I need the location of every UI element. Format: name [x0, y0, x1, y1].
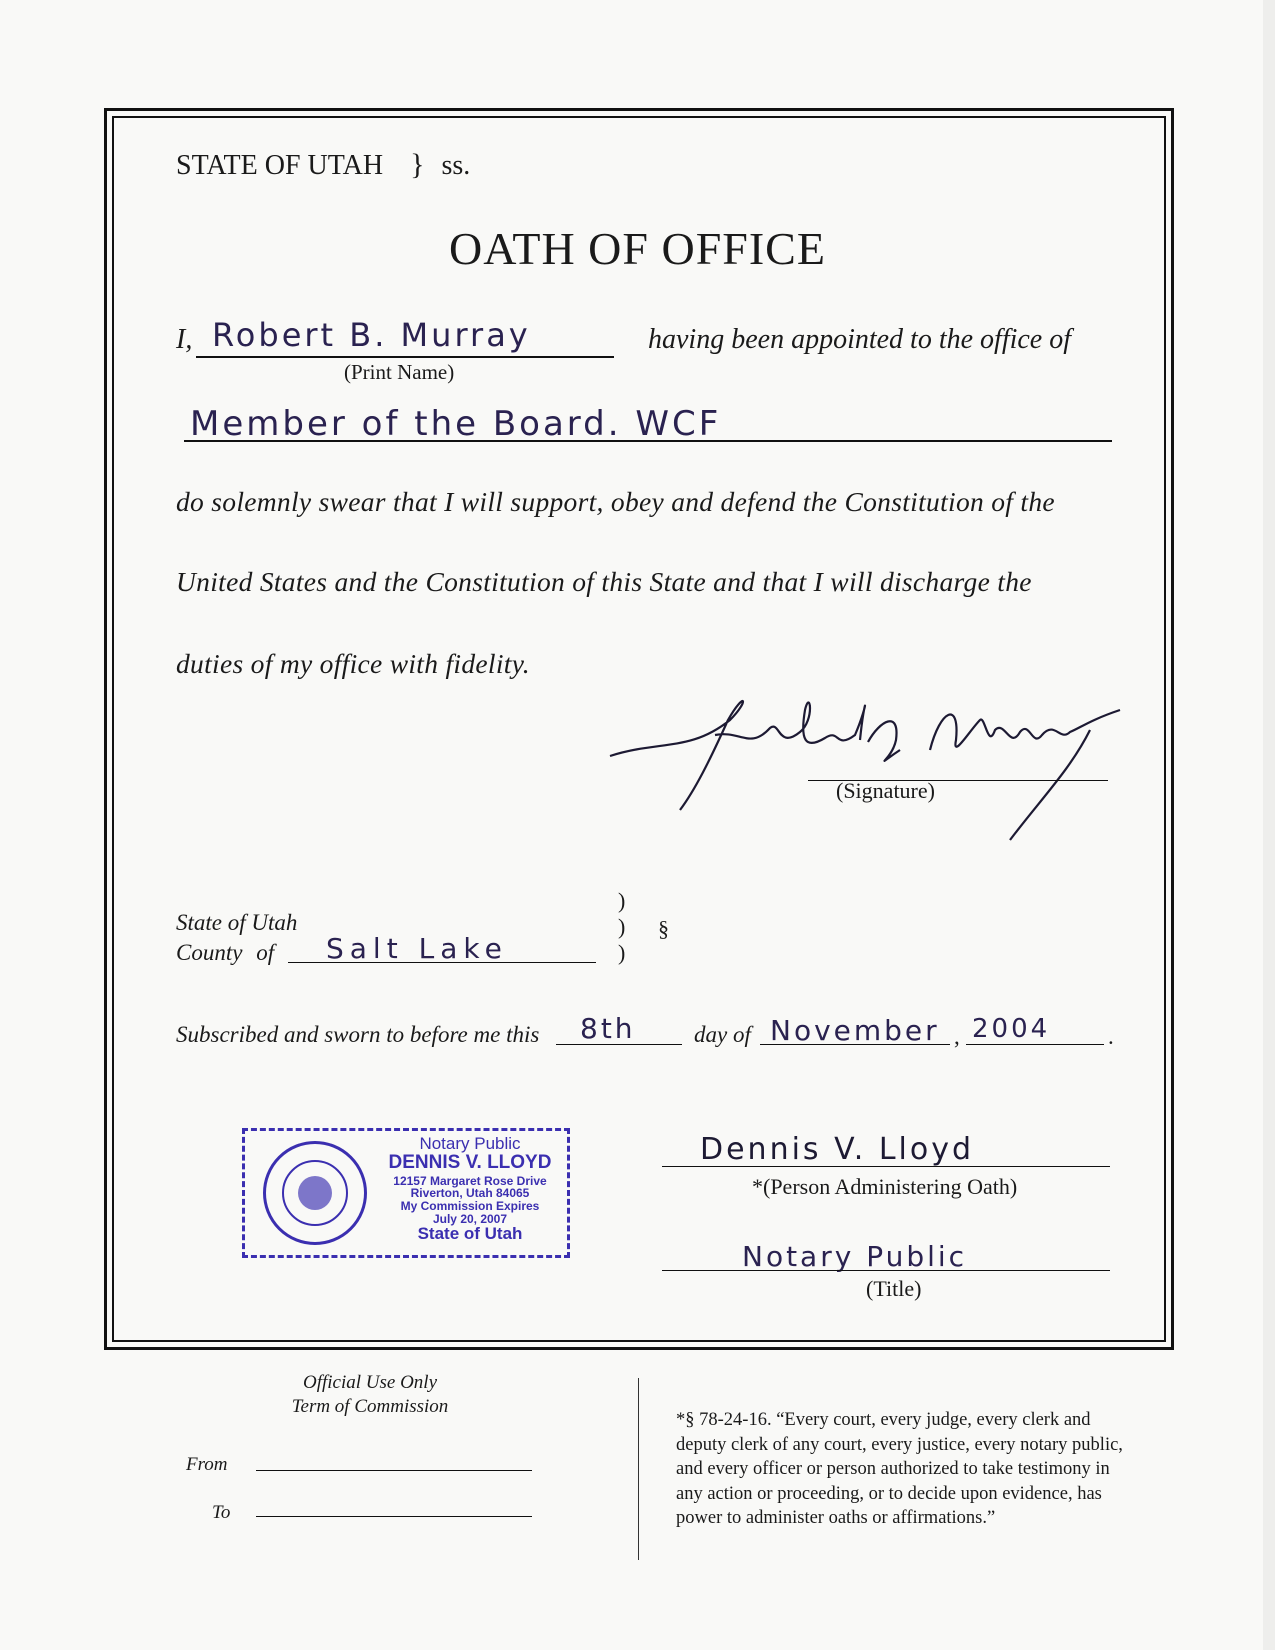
oath-line-1: do solemnly swear that I will support, obey and defend the Constitution of the [176, 486, 1055, 517]
stamp-text-block [375, 1135, 565, 1243]
stamp-line-4: Riverton, Utah 84065 [410, 1186, 530, 1201]
print-name-line [196, 356, 614, 358]
from-label: From [186, 1454, 228, 1475]
footnote-line-1: *§ 78-24-16. “Every court, every judge, every clerk and [676, 1410, 1091, 1430]
print-name-label: (Print Name) [344, 360, 455, 384]
paren-2: ) [618, 914, 626, 939]
day-value: 8th [580, 1012, 636, 1045]
footnote-line-2: deputy clerk of any court, every justice, every notary public, [676, 1434, 1123, 1455]
state-name: STATE OF UTAH [176, 150, 384, 181]
day-of-text: day of [694, 1022, 751, 1047]
date-period: . [1108, 1024, 1114, 1049]
oath-line-2: United States and the Constitution of this State and that I will discharge the [176, 566, 1032, 597]
brace: } [410, 148, 425, 181]
month-value: November [770, 1014, 940, 1047]
title-label: (Title) [866, 1276, 922, 1301]
statute-footnote [676, 1408, 1123, 1531]
stamp-line-7: State of Utah [417, 1224, 523, 1244]
venue-state-label: State of Utah [176, 910, 298, 935]
office-value: Member of the Board. WCF [190, 404, 722, 444]
to-line [256, 1516, 532, 1517]
administering-signature: Dennis V. Lloyd [700, 1132, 975, 1167]
county-word: County [176, 940, 243, 965]
footer-divider [638, 1378, 639, 1560]
oath-prefix: I, [176, 324, 193, 355]
oath-line-3: duties of my office with fidelity. [176, 648, 530, 679]
stamp-line-6: July 20, 2007 [432, 1211, 508, 1226]
stamp-line-3: 12157 Margaret Rose Drive [393, 1173, 547, 1188]
month-line [760, 1044, 950, 1045]
venue-county-label [176, 940, 274, 966]
stamp-line-5: My Commission Expires [400, 1198, 540, 1213]
footnote-line-3: and every officer or person authorized to take testimony in [676, 1459, 1110, 1479]
county-line [288, 962, 596, 963]
document-title: OATH OF OFFICE [449, 223, 826, 274]
from-line [256, 1470, 532, 1471]
title-value: Notary Public [742, 1240, 968, 1273]
official-use-heading: Official Use Only [302, 1372, 438, 1393]
footnote-line-4: any action or proceeding, or to decide upon evidence, has [676, 1483, 1102, 1504]
stamp-line-1: Notary Public [419, 1134, 521, 1153]
administering-label: *(Person Administering Oath) [752, 1174, 1018, 1199]
title-line [662, 1270, 1110, 1271]
state-header [176, 148, 470, 182]
paren-3: ) [618, 940, 626, 965]
venue-parens [618, 888, 625, 966]
administering-line [662, 1166, 1110, 1167]
day-line [556, 1044, 682, 1045]
county-value: Salt Lake [326, 932, 508, 965]
subscribed-text: Subscribed and sworn to before me this [176, 1022, 540, 1047]
stamp-line-2: DENNIS V. LLOYD [388, 1151, 552, 1173]
paren-1: ) [618, 888, 626, 913]
appointee-signature [600, 680, 1140, 850]
to-label: To [212, 1502, 231, 1523]
signature-label: (Signature) [836, 778, 935, 803]
notary-stamp [242, 1128, 570, 1258]
print-name-value: Robert B. Murray [212, 316, 531, 354]
date-comma: , [954, 1024, 960, 1049]
footnote-line-5: power to administer oaths or affirmations.” [676, 1508, 996, 1528]
section-mark: § [658, 916, 669, 941]
year-line [966, 1044, 1104, 1045]
term-heading: Term of Commission [291, 1396, 449, 1417]
state-seal-icon [263, 1141, 367, 1245]
ss-text: ss. [441, 150, 471, 181]
year-value: 2004 [972, 1014, 1051, 1044]
appointed-text: having been appointed to the office of [648, 324, 1072, 355]
office-line [184, 440, 1112, 442]
county-of: of [256, 940, 275, 965]
